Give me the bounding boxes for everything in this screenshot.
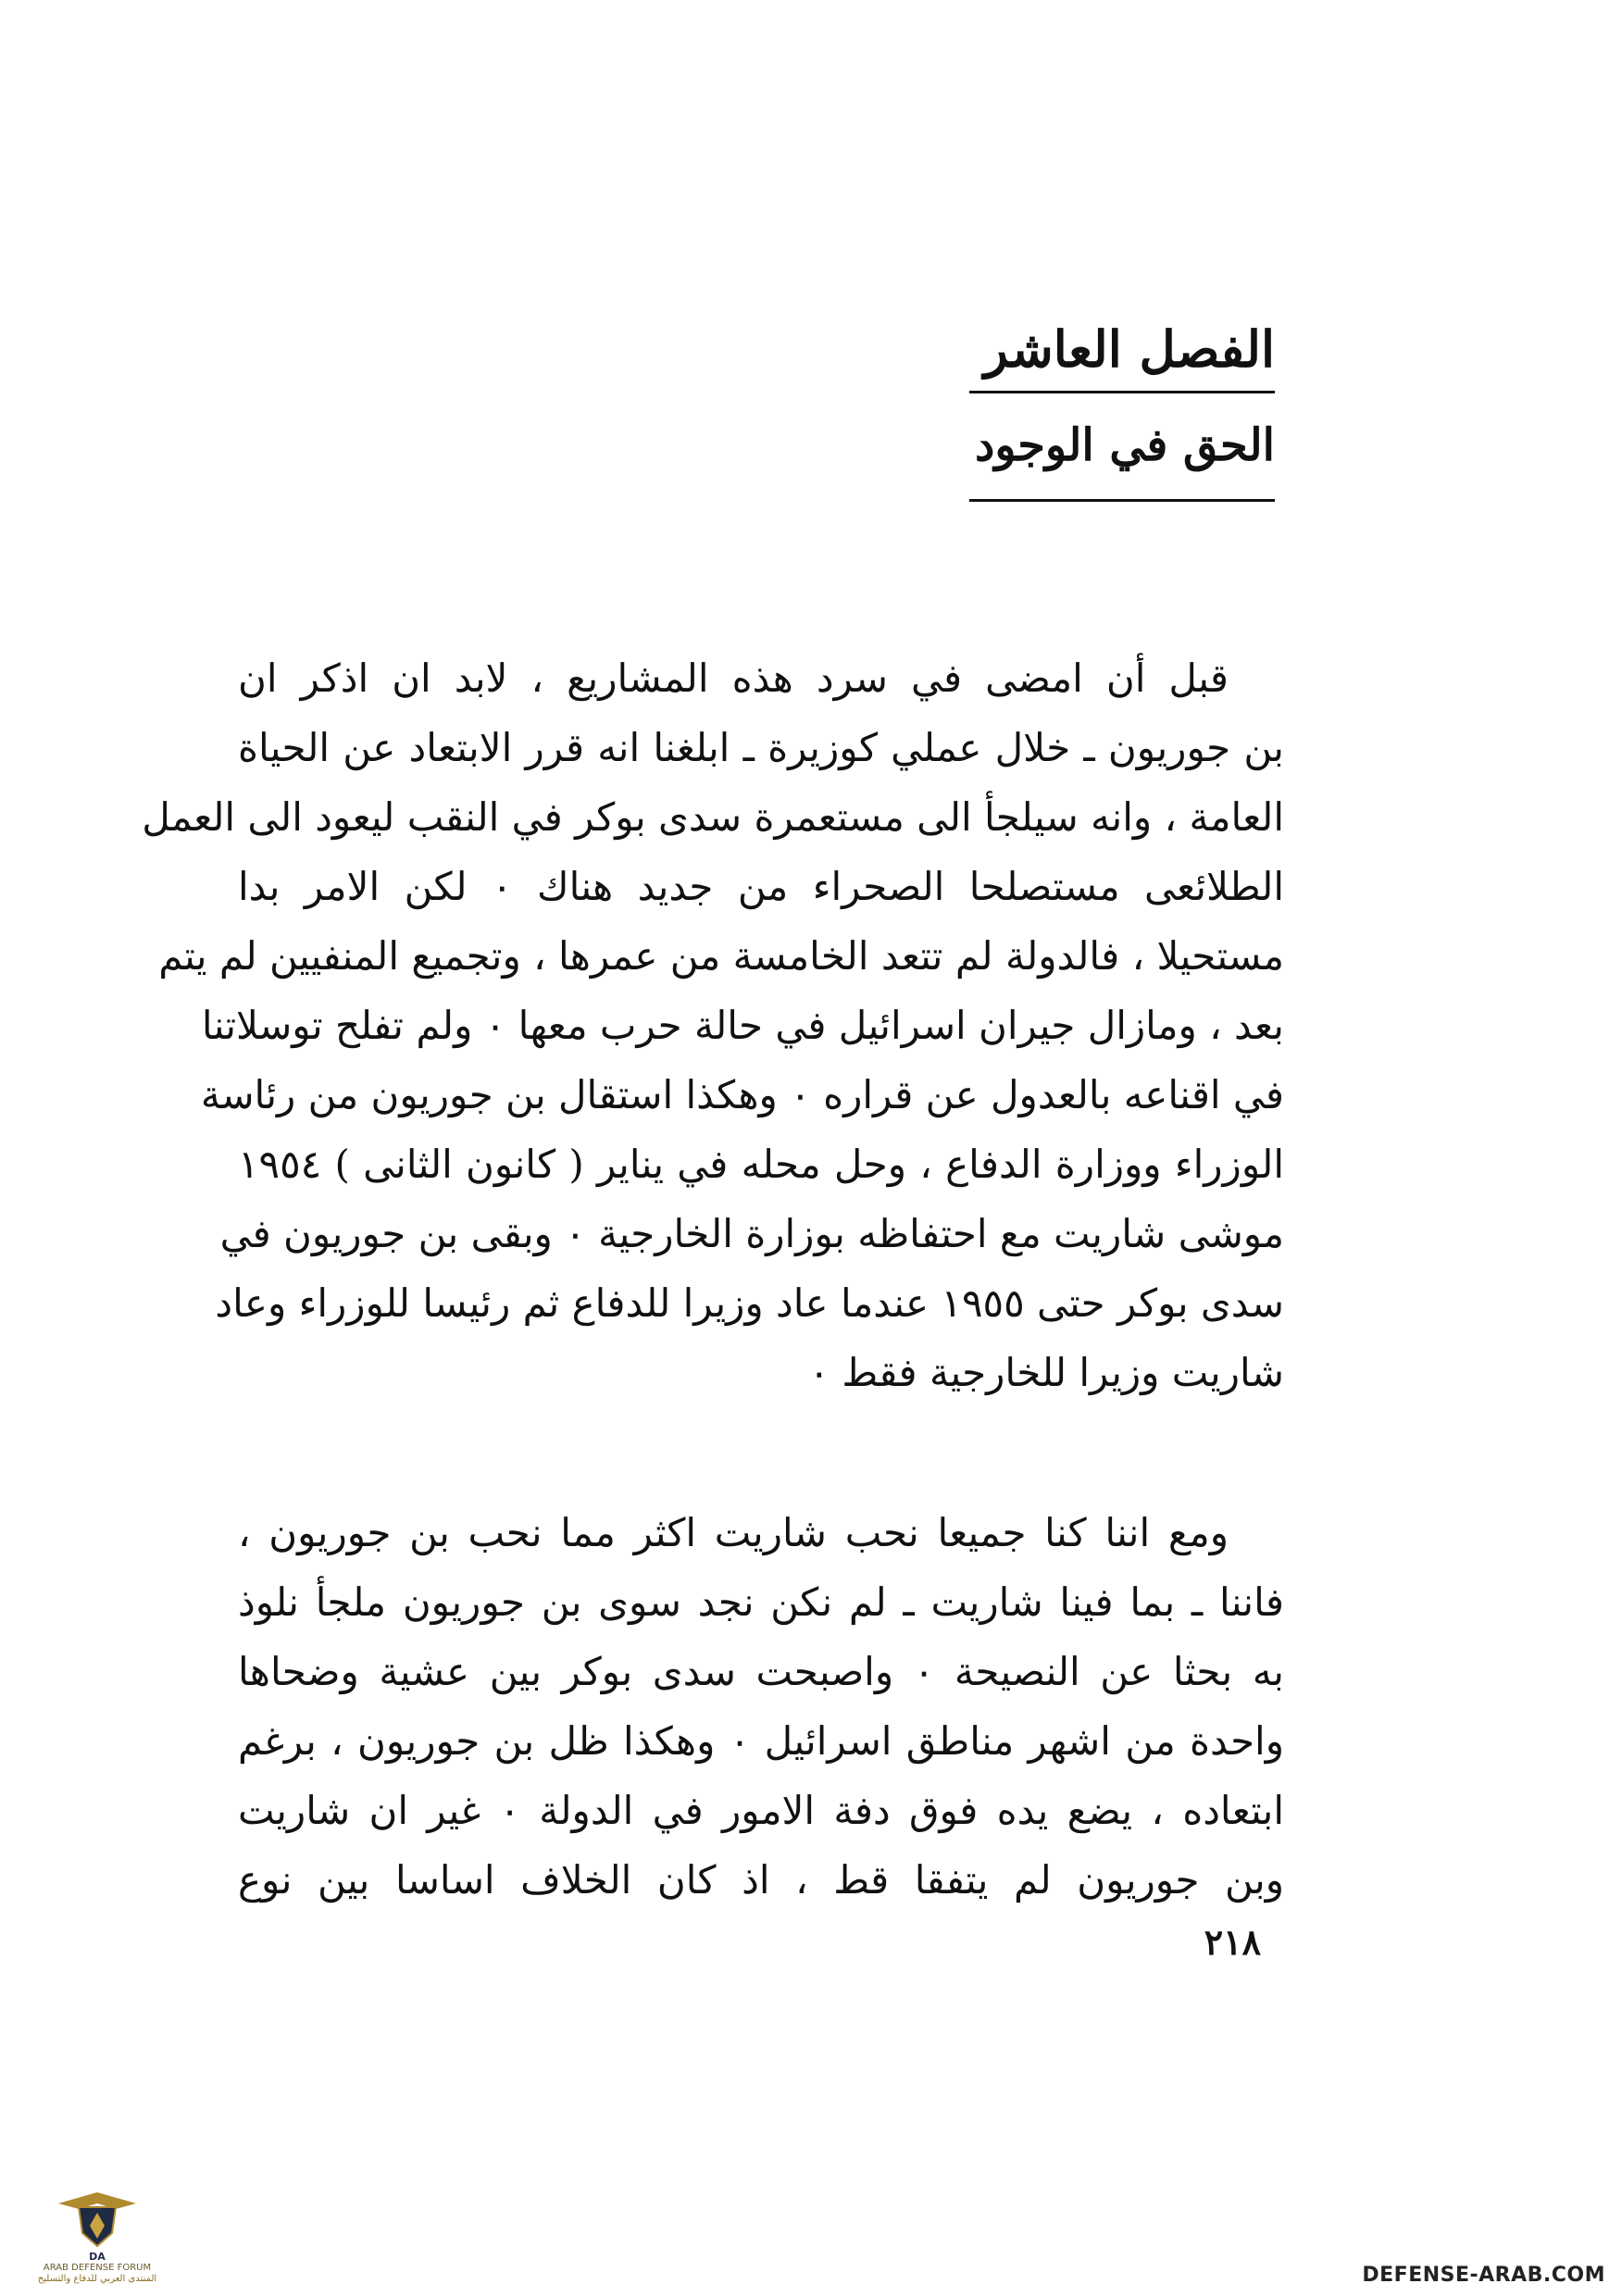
text-line: قبل أن امضى في سرد هذه المشاريع ، لابد ان اذكر ان <box>238 655 1229 701</box>
text-line: بعد ، ومازال جيران اسرائيل في حالة حرب معها ٠ ولم تفلح توسلاتنا <box>201 1003 1284 1048</box>
site-watermark: DEFENSE-ARAB.COM <box>1362 2264 1605 2287</box>
text-line: وبن جوريون لم يتفقا قط ، اذ كان الخلاف اساسا بين نوع <box>238 1857 1284 1903</box>
eagle-shield-icon <box>51 2185 143 2252</box>
paragraph-2 <box>238 1498 1284 1915</box>
text-line: ابتعاده ، يضع يده فوق دفة الامور في الدولة ٠ غير ان شاريت <box>238 1788 1284 1833</box>
chapter-heading <box>969 319 1275 502</box>
logo-caption-ar: المنتدى العربي للدفاع والتسليح <box>37 2274 157 2284</box>
logo-letters: DA <box>89 2251 106 2263</box>
text-line: الطلائعى مستصلحا الصحراء من جديد هناك ٠ لكن الامر بدا <box>238 864 1284 909</box>
text-line: ومع اننا كنا جميعا نحب شاريت اكثر مما نحب بن جوريون ، <box>238 1510 1229 1555</box>
logo-caption-en: ARAB DEFENSE FORUM <box>43 2263 152 2273</box>
text-line: واحدة من اشهر مناطق اسرائيل ٠ وهكذا ظل بن جوريون ، برغم <box>238 1718 1284 1764</box>
text-line: الوزراء ووزارة الدفاع ، وحل محله في يناير ( كانون الثانى ) ١٩٥٤ <box>238 1142 1284 1187</box>
text-line: فاننا ـ بما فينا شاريت ـ لم نكن نجد سوى بن جوريون ملجأ نلوذ <box>238 1579 1284 1625</box>
chapter-number: الفصل العاشر <box>983 319 1275 379</box>
text-line: بن جوريون ـ خلال عملي كوزيرة ـ ابلغنا انه قرر الابتعاد عن الحياة <box>238 725 1284 770</box>
text-line: به بحثا عن النصيحة ٠ واصبحت سدى بوكر بين عشية وضحاها <box>238 1649 1284 1694</box>
text-line: العامة ، وانه سيلجأ الى مستعمرة سدى بوكر في النقب ليعود الى العمل <box>142 794 1284 840</box>
text-line: موشى شاريت مع احتفاظه بوزارة الخارجية ٠ وبقى بن جوريون في <box>219 1211 1284 1256</box>
forum-logo <box>37 2185 157 2287</box>
text-line: سدى بوكر حتى ١٩٥٥ عندما عاد وزيرا للدفاع ثم رئيسا للوزراء وعاد <box>215 1280 1284 1326</box>
paragraph-1 <box>142 643 1284 1407</box>
text-line: مستحيلا ، فالدولة لم تتعد الخامسة من عمرها ، وتجميع المنفيين لم يتم <box>158 933 1284 979</box>
text-line: في اقناعه بالعدول عن قراره ٠ وهكذا استقال بن جوريون من رئاسة <box>200 1072 1284 1117</box>
text-line: شاريت وزيرا للخارجية فقط ٠ <box>808 1350 1284 1395</box>
chapter-title: الحق في الوجود <box>975 419 1275 471</box>
heading-rule-bottom <box>969 499 1275 502</box>
page-number: ٢١٨ <box>1204 1921 1261 1963</box>
